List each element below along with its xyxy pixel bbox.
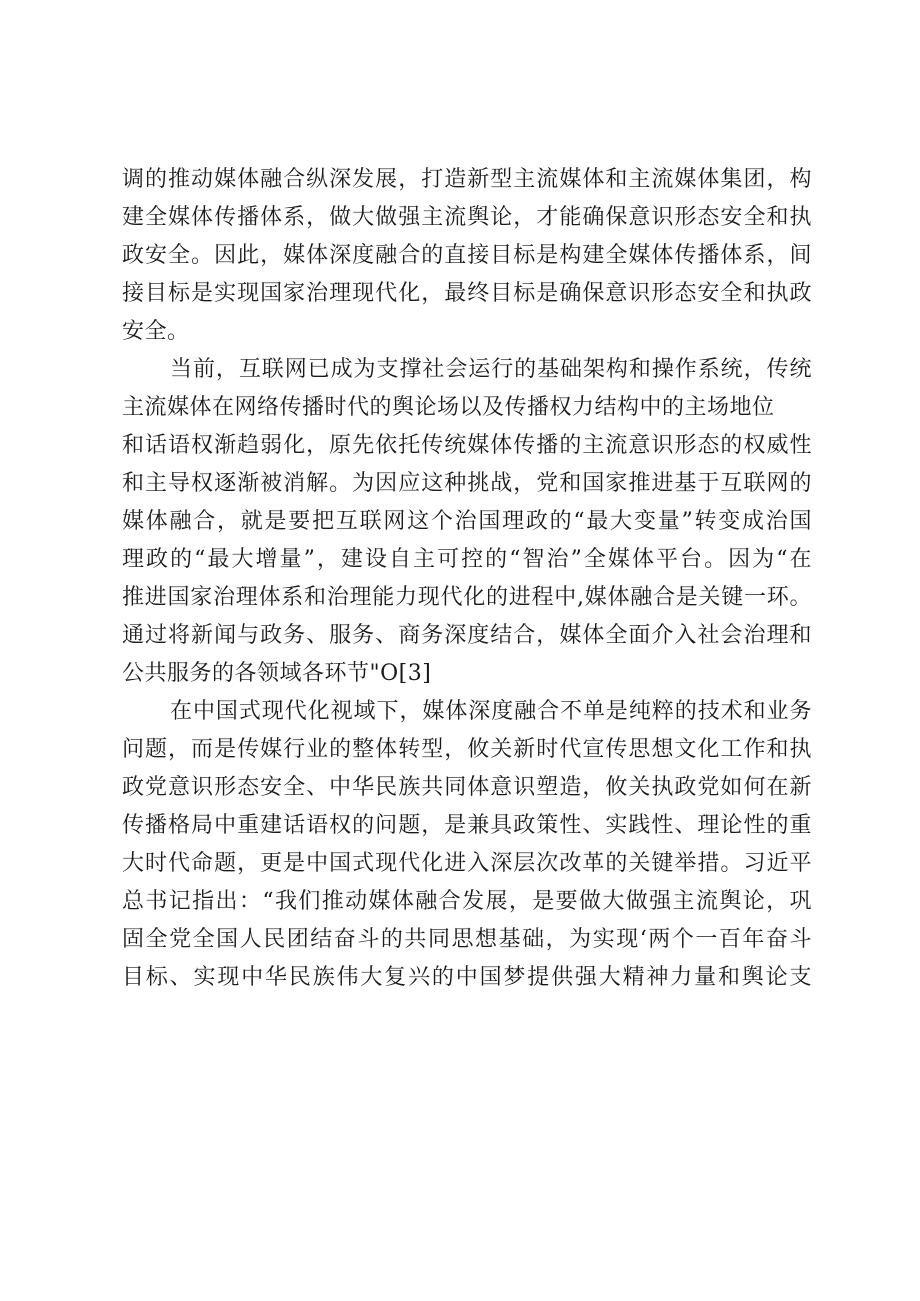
- text-line: 理政的“最大增量”，建设自主可控的“智治”全媒体平台。因为“在: [122, 547, 812, 572]
- text-line: 固全党全国人民团结奋斗的共同思想基础，为实现‘两个一百年奋斗: [122, 927, 812, 952]
- text-line: 推进国家治理体系和治理能力现代化的进程中,媒体融合是关键一环。: [122, 585, 812, 610]
- text-line: 主流媒体在网络传播时代的舆论场以及传播权力结构中的主场地位: [122, 395, 775, 420]
- text-line: 接目标是实现国家治理现代化，最终目标是确保意识形态安全和执政: [122, 281, 812, 306]
- text-line: 传播格局中重建话语权的问题，是兼具政策性、实践性、理论性的重: [122, 813, 812, 838]
- paragraph-first-line: 当前，互联网已成为支撑社会运行的基础架构和操作系统，传统: [170, 357, 812, 382]
- text-line: 调的推动媒体融合纵深发展，打造新型主流媒体和主流媒体集团，构: [122, 167, 812, 192]
- text-line: 总书记指出：“我们推动媒体融合发展，是要做大做强主流舆论，巩: [122, 889, 812, 914]
- text-line: 目标、实现中华民族伟大复兴的中国梦提供强大精神力量和舆论支: [122, 965, 812, 990]
- text-line: 问题，而是传媒行业的整体转型，攸关新时代宣传思想文化工作和执: [122, 737, 812, 762]
- text-line: 通过将新闻与政务、服务、商务深度结合，媒体全面介入社会治理和: [122, 623, 812, 648]
- text-line: 政党意识形态安全、中华民族共同体意识塑造，攸关执政党如何在新: [122, 775, 812, 800]
- text-line: 政安全。因此，媒体深度融合的直接目标是构建全媒体传播体系，间: [122, 243, 812, 268]
- text-line: 公共服务的各领域各环节"O[3]: [122, 661, 432, 686]
- text-line: 和话语权渐趋弱化，原先依托传统媒体传播的主流意识形态的权威性: [122, 433, 812, 458]
- text-line: 建全媒体传播体系，做大做强主流舆论，才能确保意识形态安全和执: [122, 205, 812, 230]
- text-line: 媒体融合，就是要把互联网这个治国理政的“最大变量”转变成治国: [122, 509, 812, 534]
- text-line: 大时代命题，更是中国式现代化进入深层次改革的关键举措。习近平: [122, 851, 812, 876]
- text-line: 和主导权逐渐被消解。为因应这种挑战，党和国家推进基于互联网的: [122, 471, 812, 496]
- paragraph-first-line: 在中国式现代化视域下，媒体深度融合不单是纯粹的技术和业务: [170, 699, 812, 724]
- text-line: 安全。: [122, 319, 190, 344]
- body-text: [122, 161, 812, 997]
